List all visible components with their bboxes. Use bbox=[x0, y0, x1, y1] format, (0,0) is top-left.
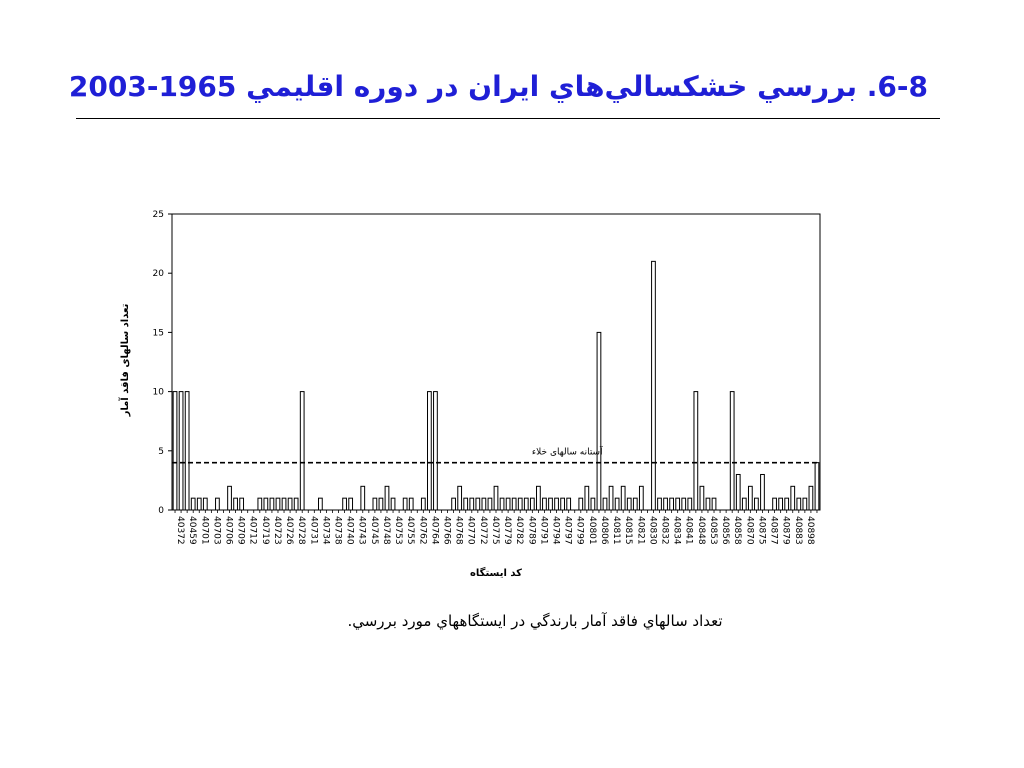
bar bbox=[361, 486, 365, 510]
x-tick-label: 40875 bbox=[756, 516, 767, 545]
x-tick-label: 40794 bbox=[550, 516, 561, 545]
x-tick-label: 40791 bbox=[538, 516, 549, 545]
bar bbox=[173, 392, 177, 510]
y-tick-label: 15 bbox=[152, 328, 164, 339]
bar bbox=[421, 498, 425, 510]
bar bbox=[349, 498, 353, 510]
bar bbox=[319, 498, 323, 510]
bar bbox=[664, 498, 668, 510]
bar bbox=[488, 498, 492, 510]
bar bbox=[676, 498, 680, 510]
bar bbox=[585, 486, 589, 510]
x-tick-label: 40799 bbox=[574, 516, 585, 545]
bar bbox=[464, 498, 468, 510]
x-tick-label: 40755 bbox=[405, 516, 416, 545]
bar bbox=[494, 486, 498, 510]
bar bbox=[797, 498, 801, 510]
bar bbox=[185, 392, 189, 510]
bar bbox=[809, 486, 813, 510]
bar bbox=[603, 498, 607, 510]
threshold-label: آستانه سالهای خلاء bbox=[531, 447, 603, 458]
missing-years-bar-chart bbox=[100, 200, 840, 590]
x-tick-label: 40856 bbox=[720, 516, 731, 545]
bar bbox=[561, 498, 565, 510]
x-tick-label: 40726 bbox=[284, 516, 295, 545]
bar bbox=[403, 498, 407, 510]
bar bbox=[670, 498, 674, 510]
x-tick-label: 40830 bbox=[647, 516, 658, 545]
x-tick-label: 40748 bbox=[380, 516, 391, 545]
bar bbox=[240, 498, 244, 510]
bar bbox=[736, 474, 740, 510]
x-tick-label: 40782 bbox=[514, 516, 525, 545]
bar bbox=[530, 498, 534, 510]
x-tick-label: 40797 bbox=[562, 516, 573, 545]
x-tick-label: 40719 bbox=[259, 516, 270, 545]
x-tick-label: 40775 bbox=[489, 516, 500, 545]
bar bbox=[458, 486, 462, 510]
x-tick-label: 40877 bbox=[768, 516, 779, 545]
bar bbox=[706, 498, 710, 510]
bar bbox=[197, 498, 201, 510]
bar bbox=[688, 498, 692, 510]
bar bbox=[537, 486, 541, 510]
x-tick-label: 40841 bbox=[683, 516, 694, 545]
bar bbox=[434, 392, 438, 510]
x-tick-label: 40743 bbox=[356, 516, 367, 545]
bar bbox=[270, 498, 274, 510]
bar bbox=[742, 498, 746, 510]
bar bbox=[258, 498, 262, 510]
x-tick-label: 40728 bbox=[296, 516, 307, 545]
x-tick-label: 40701 bbox=[199, 516, 210, 545]
bar bbox=[591, 498, 595, 510]
x-tick-label: 40766 bbox=[441, 516, 452, 545]
bar bbox=[567, 498, 571, 510]
bar bbox=[385, 486, 389, 510]
bar bbox=[203, 498, 207, 510]
x-tick-label: 40753 bbox=[393, 516, 404, 545]
x-tick-label: 40801 bbox=[586, 516, 597, 545]
x-tick-label: 40848 bbox=[695, 516, 706, 545]
bar bbox=[216, 498, 220, 510]
x-tick-label: 40712 bbox=[247, 516, 258, 545]
bar bbox=[785, 498, 789, 510]
x-tick-label: 40372 bbox=[175, 516, 186, 545]
x-tick-label: 40734 bbox=[320, 516, 331, 545]
bar bbox=[282, 498, 286, 510]
bar bbox=[658, 498, 662, 510]
plot-area-frame bbox=[172, 214, 820, 510]
bar bbox=[621, 486, 625, 510]
x-tick-label: 40806 bbox=[598, 516, 609, 545]
bar bbox=[288, 498, 292, 510]
bar bbox=[470, 498, 474, 510]
bar bbox=[633, 498, 637, 510]
y-tick-label: 0 bbox=[158, 506, 164, 516]
y-tick-label: 25 bbox=[152, 210, 164, 220]
bar bbox=[234, 498, 238, 510]
bar bbox=[803, 498, 807, 510]
x-tick-label: 40853 bbox=[707, 516, 718, 545]
x-tick-label: 40731 bbox=[308, 516, 319, 545]
x-tick-label: 40762 bbox=[417, 516, 428, 545]
y-tick-label: 20 bbox=[152, 269, 164, 280]
x-tick-label: 40740 bbox=[344, 516, 355, 545]
bar bbox=[179, 392, 183, 510]
bar bbox=[409, 498, 413, 510]
bar bbox=[700, 486, 704, 510]
x-tick-label: 40770 bbox=[465, 516, 476, 545]
x-tick-label: 40706 bbox=[223, 516, 234, 545]
bar bbox=[524, 498, 528, 510]
x-tick-label: 40870 bbox=[744, 516, 755, 545]
bar bbox=[755, 498, 759, 510]
bar bbox=[791, 486, 795, 510]
bar bbox=[730, 392, 734, 510]
bar bbox=[682, 498, 686, 510]
bar bbox=[779, 498, 783, 510]
bar bbox=[597, 332, 601, 510]
y-tick-label: 5 bbox=[158, 446, 164, 457]
bar bbox=[761, 474, 765, 510]
bar bbox=[428, 392, 432, 510]
bar bbox=[294, 498, 298, 510]
bar bbox=[652, 261, 656, 510]
x-tick-label: 40858 bbox=[732, 516, 743, 545]
y-tick-label: 10 bbox=[152, 387, 164, 398]
bar bbox=[609, 486, 613, 510]
x-tick-label: 40832 bbox=[659, 516, 670, 545]
bar bbox=[300, 392, 304, 510]
bar bbox=[579, 498, 583, 510]
bar bbox=[773, 498, 777, 510]
bar bbox=[549, 498, 553, 510]
x-tick-label: 40834 bbox=[671, 516, 682, 545]
bar bbox=[228, 486, 232, 510]
bar bbox=[712, 498, 716, 510]
x-tick-label: 40779 bbox=[502, 516, 513, 545]
title-divider bbox=[76, 118, 940, 119]
bar bbox=[748, 486, 752, 510]
bar bbox=[379, 498, 383, 510]
bar bbox=[476, 498, 480, 510]
bar bbox=[555, 498, 559, 510]
bar bbox=[512, 498, 516, 510]
x-tick-label: 40811 bbox=[611, 516, 622, 545]
x-tick-label: 40738 bbox=[332, 516, 343, 545]
bar bbox=[482, 498, 486, 510]
bar bbox=[518, 498, 522, 510]
x-tick-label: 40772 bbox=[477, 516, 488, 545]
x-tick-label: 40723 bbox=[271, 516, 282, 545]
bar bbox=[452, 498, 456, 510]
bar bbox=[391, 498, 395, 510]
bar bbox=[343, 498, 347, 510]
x-tick-label: 40703 bbox=[211, 516, 222, 545]
x-tick-label: 40768 bbox=[453, 516, 464, 545]
bar bbox=[615, 498, 619, 510]
bar bbox=[264, 498, 268, 510]
slide-title: 6-8. بررسي خشكسالي‌هاي ايران در دوره اقليمي 1965-2003 bbox=[68, 70, 928, 103]
x-tick-label: 40898 bbox=[804, 516, 815, 545]
figure-caption: تعداد سالهاي فاقد آمار بارندگي در ايستگاههاي مورد بررسي. bbox=[347, 612, 723, 630]
bar bbox=[276, 498, 280, 510]
x-tick-label: 40459 bbox=[187, 516, 198, 545]
y-axis-title: تعداد سالهای فاقد آمار bbox=[120, 303, 131, 417]
x-tick-label: 40883 bbox=[792, 516, 803, 545]
bar bbox=[191, 498, 195, 510]
bar bbox=[373, 498, 377, 510]
x-tick-label: 40745 bbox=[368, 516, 379, 545]
x-tick-label: 40821 bbox=[635, 516, 646, 545]
x-tick-label: 40709 bbox=[235, 516, 246, 545]
x-tick-label: 40879 bbox=[780, 516, 791, 545]
x-tick-label: 40764 bbox=[429, 516, 440, 545]
bar bbox=[639, 486, 643, 510]
x-tick-label: 40789 bbox=[526, 516, 537, 545]
bar bbox=[543, 498, 547, 510]
bar bbox=[694, 392, 698, 510]
bar bbox=[506, 498, 510, 510]
x-axis-title: كد ايستگاه bbox=[470, 568, 522, 579]
bar bbox=[627, 498, 631, 510]
x-tick-label: 40815 bbox=[623, 516, 634, 545]
bar bbox=[815, 463, 819, 510]
bar bbox=[500, 498, 504, 510]
